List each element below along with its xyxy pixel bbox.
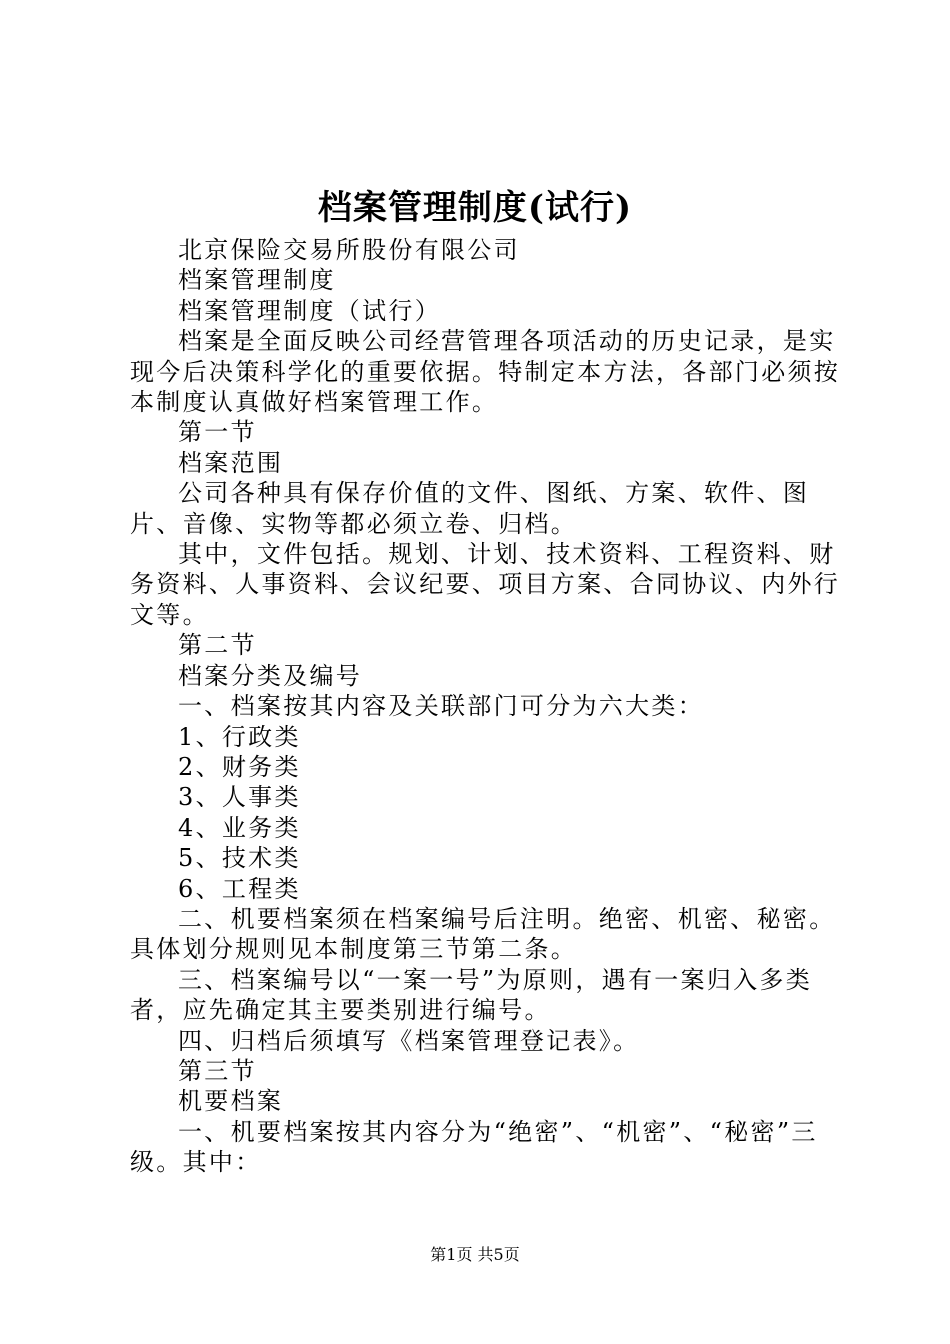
list-item-category-6: 6、工程类 (178, 874, 301, 903)
section-title-2: 档案分类及编号 (178, 661, 363, 690)
paragraph-doc-name: 档案管理制度 (178, 266, 336, 295)
paragraph-classification: 一、档案按其内容及关联部门可分为六大类： (178, 692, 704, 721)
paragraph-company-name: 北京保险交易所股份有限公司 (178, 236, 520, 264)
section-heading-2: 第二节 (178, 631, 257, 660)
paragraph-confidential-marking: 二、机要档案须在档案编号后注明。绝密、机密、秘密。具体划分规则见本制度第三节第二条。 (130, 904, 836, 964)
list-item-category-1: 1、行政类 (178, 722, 301, 751)
section-heading-3: 第三节 (178, 1056, 257, 1085)
section-heading-1: 第一节 (178, 418, 257, 447)
paragraph-documents-include: 其中，文件包括。规划、计划、技术资料、工程资料、财务资料、人事资料、会议纪要、项目方案、合同协议、内外行文等。 (130, 540, 841, 629)
list-item-category-2: 2、财务类 (178, 752, 301, 781)
page-number-footer: 第1页 共5页 (430, 1245, 520, 1264)
section-title-1: 档案范围 (178, 448, 284, 477)
paragraph-intro: 档案是全面反映公司经营管理各项活动的历史记录，是实现今后决策科学化的重要依据。特制定本方法，各部门必须按本制度认真做好档案管理工作。 (130, 327, 841, 417)
paragraph-numbering-rule: 三、档案编号以“一案一号”为原则，遇有一案归入多类者，应先确定其主要类别进行编号。 (130, 965, 813, 1025)
document-title: 档案管理制度(试行) (317, 188, 633, 228)
paragraph-scope: 公司各种具有保存价值的文件、图纸、方案、软件、图片、音像、实物等都必须立卷、归档。 (130, 479, 810, 538)
paragraph-registration-form: 四、归档后须填写《档案管理登记表》。 (178, 1026, 640, 1055)
paragraph-confidential-levels: 一、机要档案按其内容分为“绝密”、“机密”、“秘密”三级。其中： (130, 1117, 818, 1177)
paragraph-doc-name-trial: 档案管理制度（试行） (178, 296, 441, 325)
list-item-category-3: 3、人事类 (178, 783, 301, 812)
list-item-category-4: 4、业务类 (178, 813, 301, 842)
list-item-category-5: 5、技术类 (178, 844, 301, 873)
section-title-3: 机要档案 (178, 1087, 284, 1116)
document-body (130, 235, 845, 1178)
